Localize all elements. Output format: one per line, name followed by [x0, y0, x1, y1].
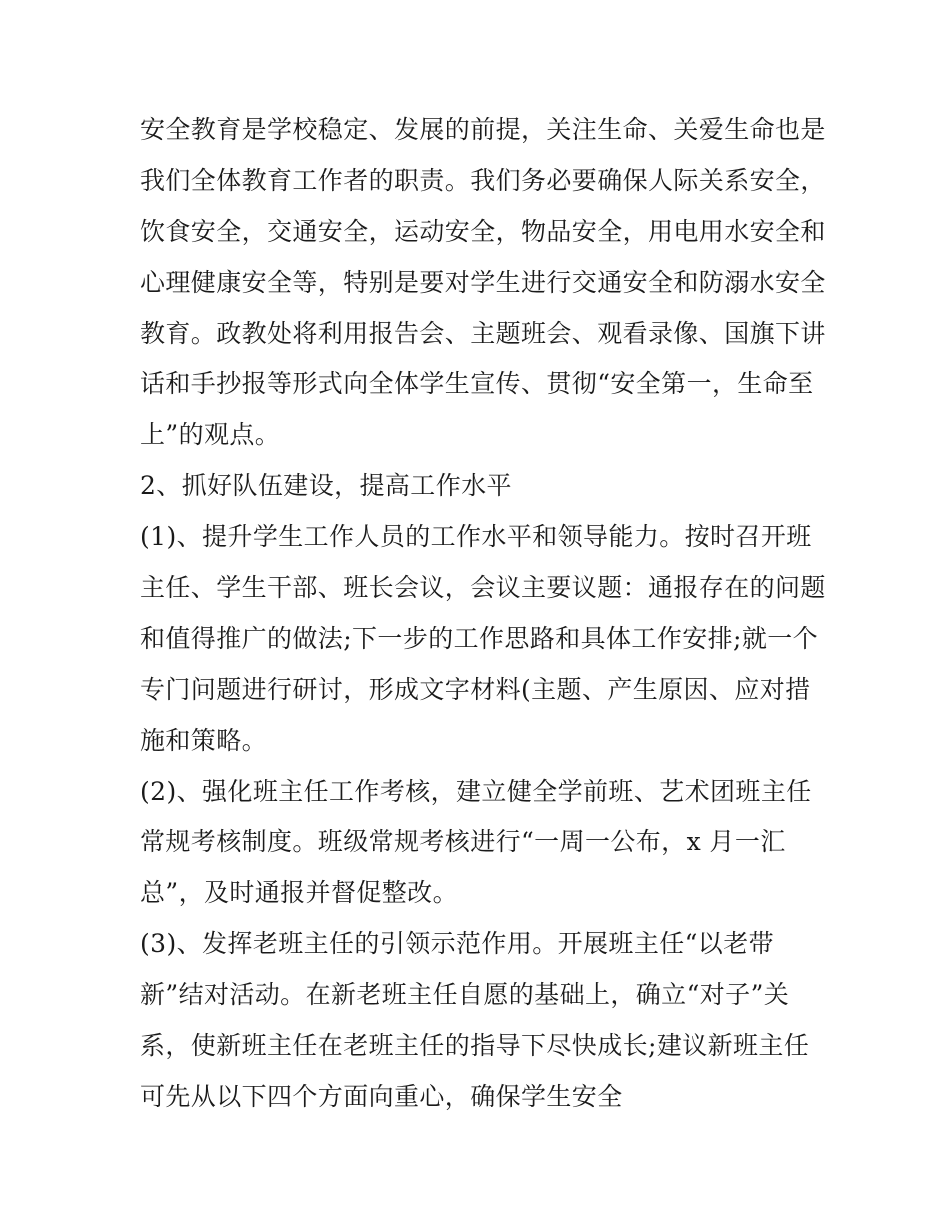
text-line: 系，使新班主任在老班主任的指导下尽快成长;建议新班主任: [140, 1031, 810, 1061]
text-line: 总”，及时通报并督促整改。: [140, 878, 458, 908]
text-line: 主任、学生干部、班长会议，会议主要议题：通报存在的问题: [140, 573, 826, 603]
text-line: 我们全体教育工作者的职责。我们务必要确保人际关系安全，: [140, 165, 826, 195]
text-line: 饮食安全，交通安全，运动安全，物品安全，用电用水安全和: [140, 216, 826, 246]
text-line: 教育。政教处将利用报告会、主题班会、观看录像、国旗下讲: [140, 318, 826, 348]
text-line: 专门问题进行研讨，形成文字材料(主题、产生原因、应对措: [140, 674, 811, 704]
text-line: 可先从以下四个方面向重心，确保学生安全: [140, 1081, 623, 1111]
text-line: 上”的观点。: [140, 420, 281, 450]
text-line: 心理健康安全等，特别是要对学生进行交通安全和防溺水安全: [140, 267, 826, 297]
text-line: (2)、强化班主任工作考核，建立健全学前班、艺术团班主任: [140, 776, 812, 806]
text-line: 和值得推广的做法;下一步的工作思路和具体工作安排;就一个: [140, 623, 819, 653]
text-line: 常规考核制度。班级常规考核进行“一周一公布，x 月一汇: [140, 827, 786, 857]
text-line: (3)、发挥老班主任的引领示范作用。开展班主任“以老带: [140, 929, 774, 959]
text-line: 安全教育是学校稳定、发展的前提，关注生命、关爱生命也是: [140, 115, 826, 144]
text-line: (1)、提升学生工作人员的工作水平和领导能力。按时召开班: [140, 522, 812, 552]
text-line: 施和策略。: [140, 725, 268, 755]
section-heading: 2、抓好队伍建设，提高工作水平: [140, 471, 512, 501]
document-body: [140, 105, 826, 1123]
text-line: 新”结对活动。在新老班主任自愿的基础上，确立“对子”关: [140, 980, 790, 1010]
text-line: 话和手抄报等形式向全体学生宣传、贯彻“安全第一，生命至: [140, 369, 814, 399]
